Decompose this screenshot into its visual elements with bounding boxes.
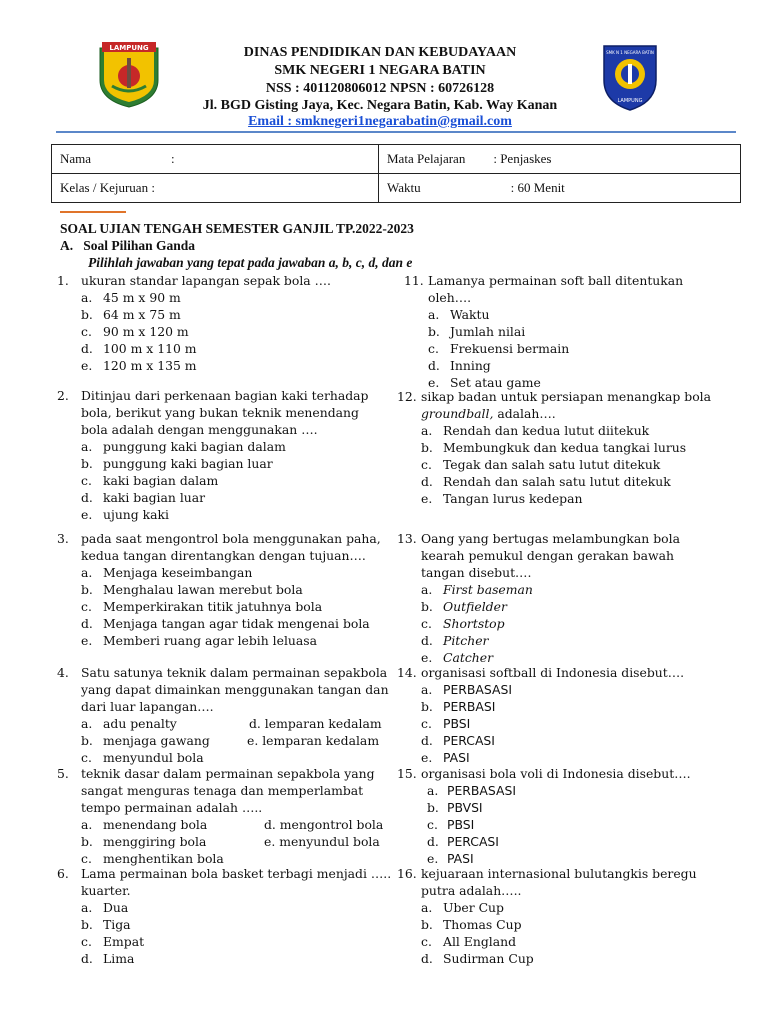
section-heading: A. Soal Pilihan Ganda <box>60 238 196 253</box>
option-a[interactable]: a. Uber Cup <box>421 900 504 915</box>
option-b[interactable]: b. 64 m x 75 m <box>81 307 181 322</box>
option-e[interactable]: e. Set atau game <box>428 375 541 390</box>
header-school: SMK NEGERI 1 NEGARA BATIN <box>274 63 486 78</box>
option-a[interactable]: a. Waktu <box>428 307 490 322</box>
option-e[interactable]: e. Memberi ruang agar lebih leluasa <box>81 633 318 648</box>
option-c[interactable]: c. 90 m x 120 m <box>81 324 189 339</box>
option-c[interactable]: c. All England <box>421 934 517 949</box>
mapel-cell: Mata Pelajaran : Penjaskes <box>379 145 741 174</box>
question-12: 12. sikap badan untuk persiapan menangkap bola groundball, adalah…. a. Rendah dan kedua lutut diitekuk b. Membungkuk dan kedua tangkai lurus c. Tegak dan salah satu lutut ditekuk d. Rendah dan salah satu lutut ditekuk e. Tangan lurus kedepan <box>397 388 717 507</box>
header-nss: NSS : 401120806012 NPSN : 60726128 <box>265 81 495 96</box>
option-e[interactable]: e. ujung kaki <box>81 507 170 522</box>
svg-text:SMK N 1 NEGARA BATIN: SMK N 1 NEGARA BATIN <box>606 50 654 55</box>
option-d[interactable]: d. Sudirman Cup <box>421 951 534 966</box>
option-e[interactable]: e. Catcher <box>421 650 494 665</box>
instruction-text: Pilihlah jawaban yang tepat pada jawaban a, b, c, d, dan e <box>88 255 413 270</box>
header-address: Jl. BGD Gisting Jaya, Kec. Negara Batin, Kab. Way Kanan <box>202 98 558 113</box>
option-c[interactable]: c. kaki bagian dalam <box>81 473 219 488</box>
question-11: 11. Lamanya permainan soft ball ditentukan oleh…. a. Waktu b. Jumlah nilai c. Frekuensi bermain d. Inning e. Set atau game <box>404 272 704 391</box>
option-d[interactable]: d. Pitcher <box>421 633 489 648</box>
option-d[interactable]: d. Lima <box>81 951 135 966</box>
option-a[interactable]: a. adu penalty d. lemparan kedalam <box>81 716 382 731</box>
lampung-crest-logo <box>98 40 160 108</box>
option-a[interactable]: a. PERBASASI <box>421 682 512 697</box>
option-d[interactable]: d. Inning <box>428 358 491 373</box>
option-b[interactable]: b. menggiring bola e. menyundul bola <box>81 834 380 849</box>
header-agency: DINAS PENDIDIKAN DAN KEBUDAYAAN <box>243 45 517 60</box>
question-3: 3. pada saat mengontrol bola menggunakan paha, kedua tangan direntangkan dengan tujuan…. a. Menjaga keseimbangan b. Menghalau lawan merebut bola c. Memperkirakan titik jatuhnya bola d. Menjaga tangan agar tidak mengenai bola e. Memberi ruang agar lebih leluasa <box>57 530 392 649</box>
accent-line <box>60 211 126 213</box>
option-c[interactable]: c. menyundul bola <box>81 750 204 765</box>
header-divider <box>56 131 736 133</box>
option-c[interactable]: c. menghentikan bola <box>81 851 224 866</box>
option-e[interactable]: e. Tangan lurus kedepan <box>421 491 583 506</box>
option-b[interactable]: b. Thomas Cup <box>421 917 522 932</box>
option-b[interactable]: b. PBVSI <box>427 800 483 815</box>
option-c[interactable]: c. Empat <box>81 934 145 949</box>
option-d[interactable]: d. Menjaga tangan agar tidak mengenai bola <box>81 616 370 631</box>
question-14: 14. organisasi softball di Indonesia disebut…. a. PERBASASI b. PERBASI c. PBSI d. PERCASI e. PASI <box>397 664 717 766</box>
option-b[interactable]: b. PERBASI <box>421 699 496 714</box>
option-d[interactable]: d. 100 m x 110 m <box>81 341 197 356</box>
nama-cell[interactable]: Nama : <box>52 145 379 174</box>
option-d[interactable]: d. Rendah dan salah satu lutut ditekuk <box>421 474 671 489</box>
option-b[interactable]: b. Menghalau lawan merebut bola <box>81 582 303 597</box>
school-emblem-logo <box>600 42 660 112</box>
option-b[interactable]: b. Jumlah nilai <box>428 324 526 339</box>
option-a[interactable]: a. Dua <box>81 900 129 915</box>
student-info-table <box>51 144 741 203</box>
option-c[interactable]: c. Memperkirakan titik jatuhnya bola <box>81 599 323 614</box>
option-e[interactable]: e. PASI <box>421 750 470 765</box>
option-a[interactable]: a. punggung kaki bagian dalam <box>81 439 286 454</box>
question-4: 4. Satu satunya teknik dalam permainan sepakbola yang dapat dimainkan menggunakan tangan dan dari luar lapangan…. a. adu penalty d. lemparan kedalam b. menjaga gawang e. lemparan kedalam c. menyundul bola <box>57 664 392 766</box>
option-c[interactable]: c. PBSI <box>427 817 475 832</box>
waktu-cell: Waktu : 60 Menit <box>379 174 741 203</box>
option-a[interactable]: a. First baseman <box>421 582 533 597</box>
option-b[interactable]: b. Outfielder <box>421 599 507 614</box>
question-6: 6. Lama permainan bola basket terbagi menjadi ….. kuarter. a. Dua b. Tiga c. Empat d. Lima <box>57 865 397 967</box>
option-b[interactable]: b. Tiga <box>81 917 131 932</box>
option-a[interactable]: a. 45 m x 90 m <box>81 290 181 305</box>
option-c[interactable]: c. Shortstop <box>421 616 505 631</box>
option-c[interactable]: c. Frekuensi bermain <box>428 341 570 356</box>
option-c[interactable]: c. Tegak dan salah satu lutut ditekuk <box>421 457 661 472</box>
question-16: 16. kejuaraan internasional bulutangkis beregu putra adalah….. a. Uber Cup b. Thomas Cup c. All England d. Sudirman Cup <box>397 865 707 967</box>
option-d[interactable]: d. kaki bagian luar <box>81 490 206 505</box>
svg-text:LAMPUNG: LAMPUNG <box>617 98 643 104</box>
option-e[interactable]: e. 120 m x 135 m <box>81 358 197 373</box>
svg-text:LAMPUNG: LAMPUNG <box>109 44 149 52</box>
question-15: 15. organisasi bola voli di Indonesia disebut…. a. PERBASASI b. PBVSI c. PBSI d. PERCASI e. PASI <box>397 765 717 867</box>
option-c[interactable]: c. PBSI <box>421 716 471 731</box>
option-b[interactable]: b. menjaga gawang e. lemparan kedalam <box>81 733 380 748</box>
header-email-link[interactable]: Email : smknegeri1negarabatin@gmail.com <box>248 114 512 129</box>
question-5: 5. teknik dasar dalam permainan sepakbola yang sangat menguras tenaga dan memperlambat tempo permainan adalah ….. a. menendang bola d. mengontrol bola b. menggiring bola e. menyundul bola c. menghentikan bola <box>57 765 392 867</box>
option-d[interactable]: d. PERCASI <box>421 733 495 748</box>
question-1: 1. ukuran standar lapangan sepak bola …. a. 45 m x 90 m b. 64 m x 75 m c. 90 m x 120 m d. 100 m x 110 m e. 120 m x 135 m <box>57 272 387 374</box>
option-a[interactable]: a. PERBASASI <box>427 783 516 798</box>
option-b[interactable]: b. Membungkuk dan kedua tangkai lurus <box>421 440 687 455</box>
option-a[interactable]: a. Menjaga keseimbangan <box>81 565 253 580</box>
option-b[interactable]: b. punggung kaki bagian luar <box>81 456 273 471</box>
option-d[interactable]: d. PERCASI <box>427 834 499 849</box>
kelas-cell[interactable]: Kelas / Kejuruan : <box>52 174 379 203</box>
option-a[interactable]: a. menendang bola d. mengontrol bola <box>81 817 384 832</box>
exam-title: SOAL UJIAN TENGAH SEMESTER GANJIL TP.2022-2023 <box>60 221 414 236</box>
option-e[interactable]: e. PASI <box>427 851 474 866</box>
question-13: 13. Oang yang bertugas melambungkan bola kearah pemukul dengan gerakan bawah tangan disebut…. a. First baseman b. Outfielder c. Shortstop d. Pitcher e. Catcher <box>397 530 697 666</box>
option-a[interactable]: a. Rendah dan kedua lutut diitekuk <box>421 423 650 438</box>
question-2: 2. Ditinjau dari perkenaan bagian kaki terhadap bola, berikut yang bukan teknik menendang bola adalah dengan menggunakan …. a. punggung kaki bagian dalam b. punggung kaki bagian luar c. kaki bagian dalam d. kaki bagian luar e. ujung kaki <box>57 387 387 523</box>
